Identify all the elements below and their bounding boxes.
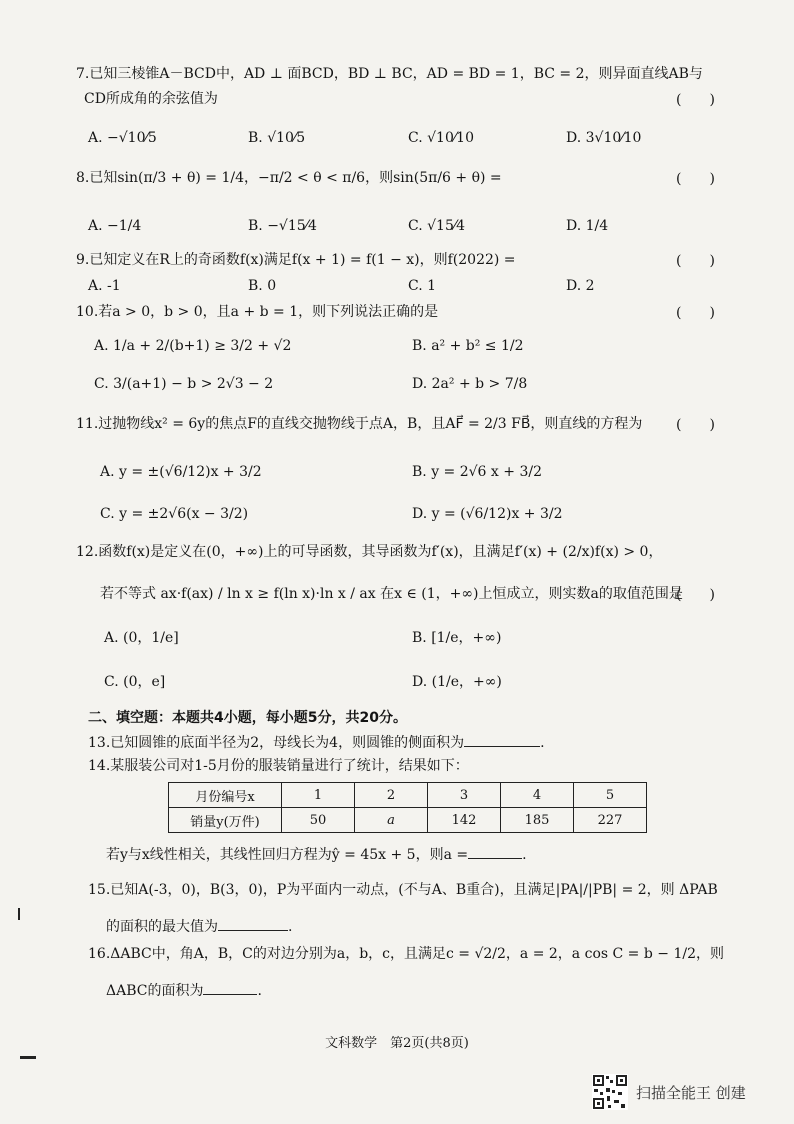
q10-option-c: C. 3/(a+1) − b > 2√3 − 2	[94, 376, 274, 392]
q7-option-d: D. 3√10⁄10	[566, 130, 642, 146]
q7-stem-line2: CD所成角的余弦值为	[84, 91, 218, 107]
q11-option-d: D. y = (√6/12)x + 3/2	[412, 506, 563, 522]
q7-option-b: B. √10⁄5	[248, 130, 306, 146]
q16-stem-line2	[106, 980, 262, 1001]
q9-option-b: B. 0	[248, 278, 277, 294]
qr-code-icon	[592, 1074, 628, 1110]
q9-option-c: C. 1	[408, 278, 437, 294]
q13-answer-blank[interactable]	[464, 732, 540, 747]
q10-stem: 10.若a > 0，b > 0，且a + b = 1，则下列说法正确的是	[76, 304, 439, 320]
scan-artifact	[20, 1056, 36, 1059]
scanner-watermark: 扫描全能王 创建	[636, 1084, 746, 1102]
table-cell: 50	[282, 808, 355, 833]
table-cell: a	[355, 808, 428, 833]
q12-option-b: B. [1/e，+∞)	[412, 630, 502, 646]
q10-option-d: D. 2a² + b > 7/8	[412, 376, 528, 392]
table-cell: 185	[501, 808, 574, 833]
q8-option-a: A. −1/4	[88, 218, 142, 234]
table-cell: 2	[355, 783, 428, 808]
q14-stem: 14.某服装公司对1-5月份的服装销量进行了统计，结果如下：	[88, 758, 469, 774]
q8-option-d: D. 1/4	[566, 218, 609, 234]
page-footer: 文科数学 第2页(共8页)	[325, 1036, 469, 1051]
table-cell: 142	[428, 808, 501, 833]
q12-stem-line1: 12.函数f(x)是定义在(0，+∞)上的可导函数，其导函数为f′(x)，且满足f′(x) + (2/x)f(x) > 0，	[76, 544, 663, 560]
table-header-month: 月份编号x	[169, 783, 282, 808]
q12-option-c: C. (0，e]	[104, 674, 166, 690]
q11-option-c: C. y = ±2√6(x − 3/2)	[100, 506, 249, 522]
q13-period: .	[540, 735, 545, 751]
table-cell: 5	[574, 783, 647, 808]
q14-period: .	[522, 847, 527, 863]
q8-option-b: B. −√15⁄4	[248, 218, 317, 234]
q12-option-a: A. (0，1/e]	[104, 630, 179, 646]
q11-stem: 11.过抛物线x² = 6y的焦点F的直线交抛物线于点A，B，且AF⃗ = 2/3 FB⃗，则直线的方程为	[76, 416, 643, 432]
q10-answer-paren: ( )	[676, 305, 715, 321]
q9-answer-paren: ( )	[676, 253, 715, 269]
q7-answer-paren: ( )	[676, 92, 715, 108]
q10-option-b: B. a² + b² ≤ 1/2	[412, 338, 524, 354]
q11-option-b: B. y = 2√6 x + 3/2	[412, 464, 542, 480]
q15-text: 的面积的最大值为	[106, 919, 218, 935]
q16-text: ΔABC的面积为	[106, 983, 204, 999]
scan-artifact	[18, 908, 20, 920]
q7-option-c: C. √10⁄10	[408, 130, 475, 146]
section-fill-in-heading: 二、填空题：本题共4小题，每小题5分，共20分。	[88, 710, 407, 726]
table-cell: 3	[428, 783, 501, 808]
q13-stem	[88, 732, 545, 753]
q8-stem: 8.已知sin(π/3 + θ) = 1/4，−π/2 < θ < π/6，则sin(5π/6 + θ) =	[76, 170, 502, 186]
q16-answer-blank[interactable]	[203, 980, 257, 995]
table-cell: 1	[282, 783, 355, 808]
q15-answer-blank[interactable]	[218, 916, 288, 931]
q8-option-c: C. √15⁄4	[408, 218, 466, 234]
q7-stem-line1: 7.已知三棱锥A－BCD中，AD ⊥ 面BCD，BD ⊥ BC，AD = BD = 1，BC = 2，则异面直线AB与	[76, 66, 703, 82]
q8-answer-paren: ( )	[676, 171, 715, 187]
q9-option-d: D. 2	[566, 278, 595, 294]
table-cell: 4	[501, 783, 574, 808]
q12-stem-line2: 若不等式 ax·f(ax) / ln x ≥ f(ln x)·ln x / ax 在x ∈ (1，+∞)上恒成立，则实数a的取值范围是	[100, 586, 683, 602]
q16-period: .	[257, 983, 262, 999]
q13-text: 13.已知圆锥的底面半径为2，母线长为4，则圆锥的侧面积为	[88, 735, 465, 751]
sales-table	[168, 782, 647, 833]
q14-regression-text: 若y与x线性相关，其线性回归方程为ŷ = 45x + 5，则a =	[106, 847, 469, 863]
q15-stem-line1: 15.已知A(-3，0)，B(3，0)，P为平面内一动点，(不与A、B重合)，且满足|PA|/|PB| = 2，则 ΔPAB	[88, 882, 718, 898]
q9-stem: 9.已知定义在R上的奇函数f(x)满足f(x + 1) = f(1 − x)，则f(2022) =	[76, 252, 516, 268]
q12-answer-paren: ( )	[676, 587, 715, 603]
q14-stem-line2	[106, 844, 527, 865]
q12-option-d: D. (1/e，+∞)	[412, 674, 502, 690]
q14-answer-blank[interactable]	[468, 844, 522, 859]
table-header-sales: 销量y(万件)	[169, 808, 282, 833]
q15-period: .	[288, 919, 293, 935]
table-row	[169, 808, 647, 833]
q11-answer-paren: ( )	[676, 417, 715, 433]
q7-option-a: A. −√10⁄5	[88, 130, 157, 146]
q9-option-a: A. -1	[88, 278, 121, 294]
q10-option-a: A. 1/a + 2/(b+1) ≥ 3/2 + √2	[94, 338, 292, 354]
table-row	[169, 783, 647, 808]
q11-option-a: A. y = ±(√6/12)x + 3/2	[100, 464, 262, 480]
q15-stem-line2	[106, 916, 292, 937]
q16-stem-line1: 16.ΔABC中，角A，B，C的对边分别为a，b，c，且满足c = √2/2，a = 2，a cos C = b − 1/2，则	[88, 946, 724, 962]
table-cell: 227	[574, 808, 647, 833]
